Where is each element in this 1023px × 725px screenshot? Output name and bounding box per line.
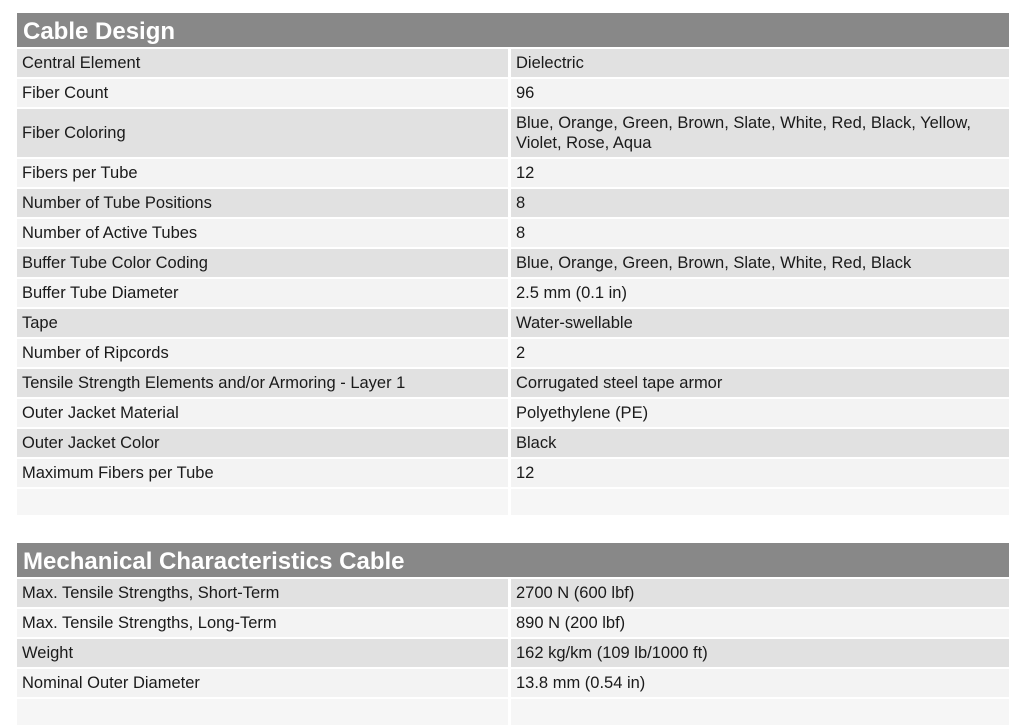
table-row — [17, 159, 1009, 189]
cable-design-table — [17, 49, 1009, 489]
row-value: Dielectric — [511, 49, 1009, 77]
row-value: 13.8 mm (0.54 in) — [511, 669, 1009, 697]
table-row — [17, 639, 1009, 669]
table-filler-row — [17, 699, 1009, 725]
row-label: Weight — [17, 639, 511, 667]
row-label: Tensile Strength Elements and/or Armoring - Layer 1 — [17, 369, 511, 397]
table-row — [17, 249, 1009, 279]
table-row — [17, 109, 1009, 159]
row-label: Fibers per Tube — [17, 159, 511, 187]
table-row — [17, 49, 1009, 79]
cable-design-section — [17, 13, 1009, 515]
table-row — [17, 79, 1009, 109]
row-label: Fiber Count — [17, 79, 511, 107]
row-value: Blue, Orange, Green, Brown, Slate, White, Red, Black, Yellow, Violet, Rose, Aqua — [511, 109, 1009, 157]
table-row — [17, 219, 1009, 249]
row-label: Max. Tensile Strengths, Long-Term — [17, 609, 511, 637]
row-value: 8 — [511, 189, 1009, 217]
row-label: Buffer Tube Color Coding — [17, 249, 511, 277]
row-label: Number of Tube Positions — [17, 189, 511, 217]
mechanical-title: Mechanical Characteristics Cable — [17, 543, 1009, 579]
row-value: Blue, Orange, Green, Brown, Slate, White, Red, Black — [511, 249, 1009, 277]
row-label: Fiber Coloring — [17, 109, 511, 157]
row-label: Max. Tensile Strengths, Short-Term — [17, 579, 511, 607]
table-row — [17, 429, 1009, 459]
row-label: Nominal Outer Diameter — [17, 669, 511, 697]
row-value: Corrugated steel tape armor — [511, 369, 1009, 397]
row-value: 12 — [511, 459, 1009, 487]
table-row — [17, 579, 1009, 609]
row-value: 2.5 mm (0.1 in) — [511, 279, 1009, 307]
table-row — [17, 399, 1009, 429]
row-label: Maximum Fibers per Tube — [17, 459, 511, 487]
row-label: Number of Ripcords — [17, 339, 511, 367]
row-label: Tape — [17, 309, 511, 337]
row-value: 2 — [511, 339, 1009, 367]
table-row — [17, 189, 1009, 219]
cable-design-title: Cable Design — [17, 13, 1009, 49]
row-value: 8 — [511, 219, 1009, 247]
row-label: Outer Jacket Color — [17, 429, 511, 457]
row-label: Central Element — [17, 49, 511, 77]
row-value: Black — [511, 429, 1009, 457]
table-row — [17, 669, 1009, 699]
table-row — [17, 309, 1009, 339]
row-value: 12 — [511, 159, 1009, 187]
table-row — [17, 609, 1009, 639]
row-label: Buffer Tube Diameter — [17, 279, 511, 307]
row-value: 96 — [511, 79, 1009, 107]
table-row — [17, 459, 1009, 489]
table-row — [17, 339, 1009, 369]
row-value: 2700 N (600 lbf) — [511, 579, 1009, 607]
mechanical-section — [17, 543, 1009, 725]
table-row — [17, 369, 1009, 399]
row-value: 890 N (200 lbf) — [511, 609, 1009, 637]
row-label: Number of Active Tubes — [17, 219, 511, 247]
table-filler-row — [17, 489, 1009, 515]
mechanical-table — [17, 579, 1009, 699]
table-row — [17, 279, 1009, 309]
row-label: Outer Jacket Material — [17, 399, 511, 427]
row-value: 162 kg/km (109 lb/1000 ft) — [511, 639, 1009, 667]
row-value: Water-swellable — [511, 309, 1009, 337]
row-value: Polyethylene (PE) — [511, 399, 1009, 427]
